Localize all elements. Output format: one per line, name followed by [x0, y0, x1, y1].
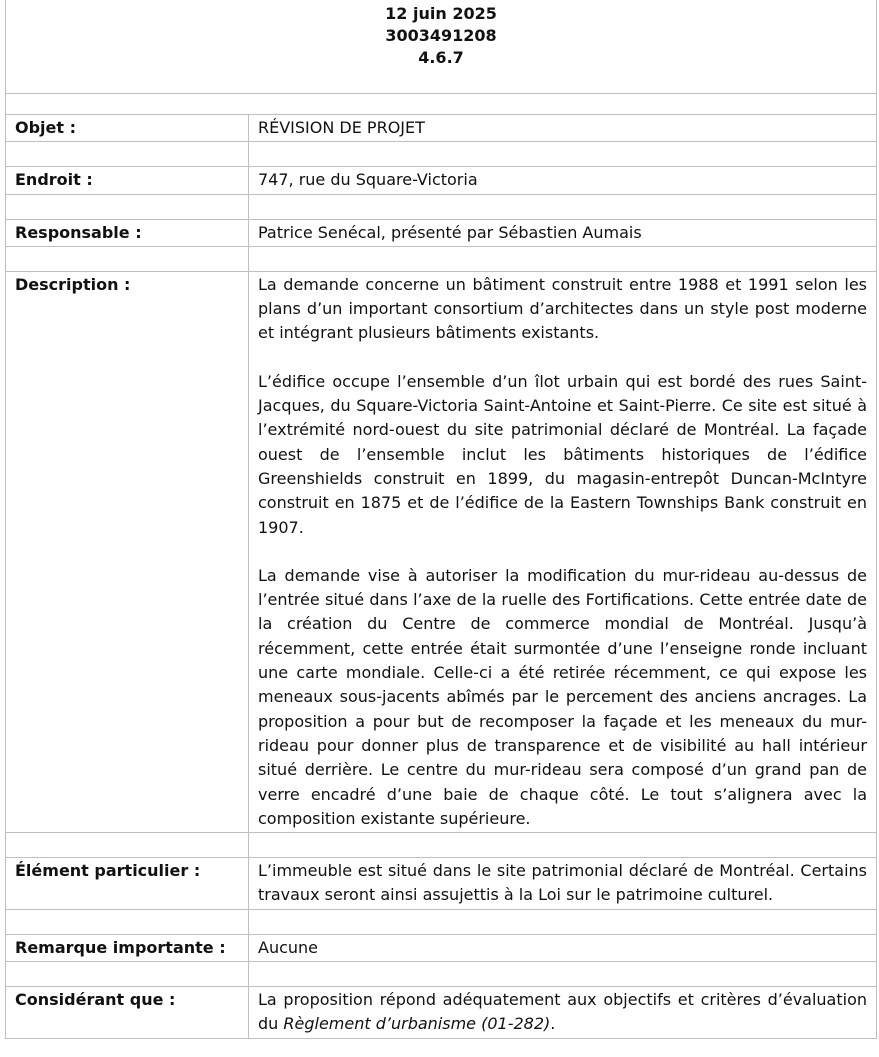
responsable-label: Responsable : [6, 219, 249, 246]
description-paragraph-3: La demande vise à autoriser la modification du mur-rideau au-dessus de l’entrée situé dans l’axe de la ruelle des Fortifications. Cette entrée date de la création du Centre de commerce mondial de Montréal. Jusqu’à récemment, cette entrée était surmontée d’une l’enseigne ronde incluant une carte mondiale. Celle-ci a été retirée récemment, ce qui expose les meneaux sous-jacents abîmés par le percement des anciens ancrages. La proposition a pour but de recomposer la façade et les meneaux du mur-rideau pour donner plus de transparence et de visibilité au hall intérieur situé derrière. Le centre du mur-rideau sera composé d’un grand pan de verre encadré d’une baie de chaque côté. Le tout s’alignera avec la composition existante supérieure. [258, 565, 867, 828]
spacer-row [6, 833, 876, 858]
row-responsable [6, 219, 876, 246]
considerant-label: Considérant que : [6, 987, 249, 1039]
spacer-row [6, 962, 876, 987]
header-item: 4.6.7 [418, 48, 464, 67]
row-element-particulier [6, 858, 876, 910]
spacer-row [6, 194, 876, 219]
row-objet [6, 115, 876, 142]
considerant-end: . [550, 1014, 556, 1034]
description-label: Description : [6, 271, 249, 832]
header-number: 3003491208 [385, 26, 497, 45]
row-description [6, 271, 876, 832]
considerant-value [249, 987, 877, 1039]
endroit-value: 747, rue du Square-Victoria [249, 167, 877, 194]
objet-label: Objet : [6, 115, 249, 142]
row-remarque [6, 934, 876, 961]
endroit-label: Endroit : [6, 167, 249, 194]
row-considerant [6, 987, 876, 1039]
document-page [5, 0, 877, 1039]
spacer-row [6, 142, 876, 167]
remarque-label: Remarque importante : [6, 934, 249, 961]
header-spacer [6, 94, 876, 115]
spacer-row [6, 246, 876, 271]
description-paragraph-2: L’édifice occupe l’ensemble d’un îlot urbain qui est bordé des rues Saint-Jacques, du Square-Victoria Saint-Antoine et Saint-Pierre. Ce site est situé à l’extrémité nord-ouest du site patrimonial déclaré de Montréal. La façade ouest de l’ensemble inclut les bâtiments historiques de l’édifice Greenshields construit en 1899, du magasin-entrepôt Duncan-McIntyre construit en 1875 et de l’édifice de la Eastern Townships Bank construit en 1907. [258, 371, 867, 537]
objet-value: RÉVISION DE PROJET [249, 115, 877, 142]
description-paragraph-1: La demande concerne un bâtiment construit entre 1988 et 1991 selon les plans d’un important consortium d’architectes dans un style post moderne et intégrant plusieurs bâtiments existants. [258, 274, 867, 343]
element-label: Élément particulier : [6, 858, 249, 910]
responsable-value: Patrice Senécal, présenté par Sébastien Aumais [249, 219, 877, 246]
element-value: L’immeuble est situé dans le site patrimonial déclaré de Montréal. Certains travaux seront ainsi assujettis à la Loi sur le patrimoine culturel. [249, 858, 877, 910]
description-value [249, 271, 877, 832]
row-endroit [6, 167, 876, 194]
reglement-reference: Règlement d’urbanisme (01-282) [283, 1014, 551, 1034]
document-header [6, 0, 876, 94]
spacer-row [6, 909, 876, 934]
header-date: 12 juin 2025 [385, 4, 497, 23]
remarque-value: Aucune [249, 934, 877, 961]
considerant-text: La proposition répond adéquatement aux objectifs et critères d’évaluation du [258, 990, 867, 1034]
project-table [6, 115, 876, 1039]
